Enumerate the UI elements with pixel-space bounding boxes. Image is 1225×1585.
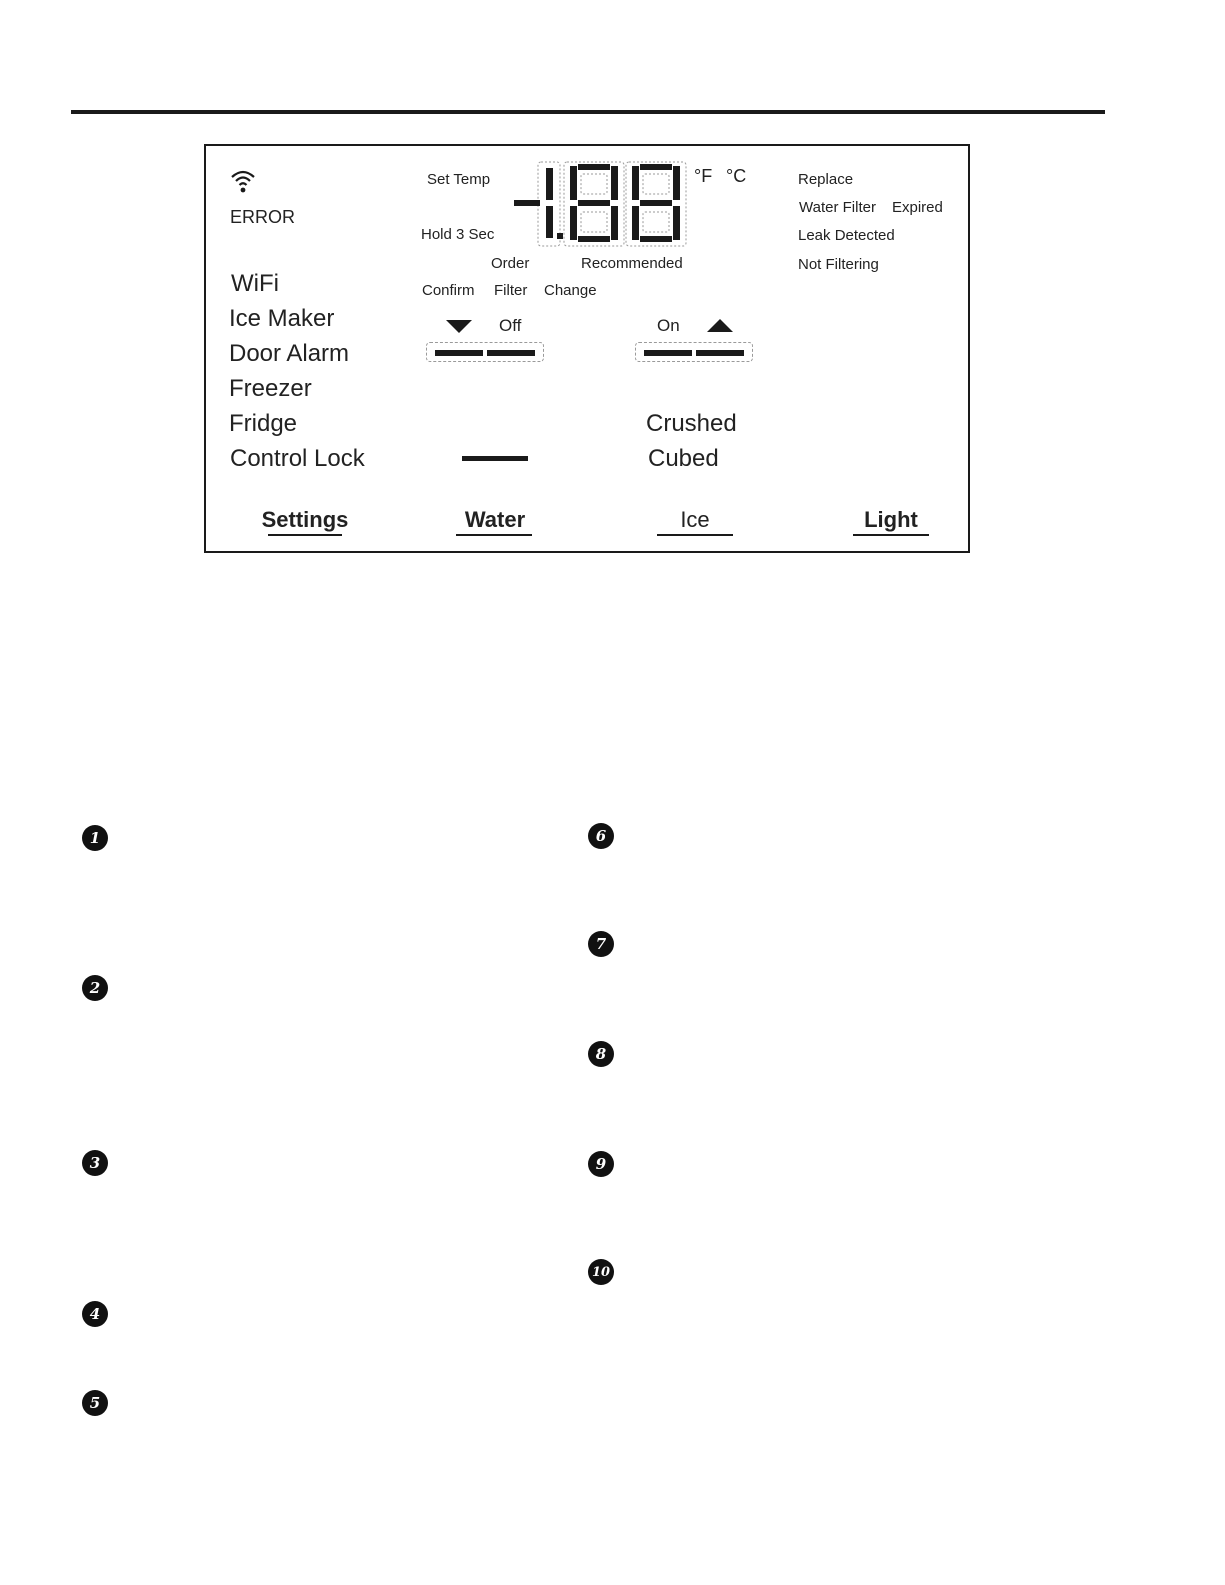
- callout-1: 1: [82, 825, 108, 851]
- settings-button[interactable]: Settings: [261, 507, 349, 532]
- error-label: ERROR: [230, 207, 296, 227]
- temperature-display: [506, 160, 692, 250]
- off-label: Off: [499, 316, 522, 335]
- ice-option-cubed: Cubed: [648, 445, 719, 472]
- callout-4: 4: [82, 1301, 108, 1327]
- water-filter-label: Water Filter: [799, 199, 876, 216]
- menu-item-fridge[interactable]: Fridge: [229, 410, 298, 437]
- callout-2: 2: [82, 975, 108, 1001]
- callout-9: 9: [588, 1151, 614, 1177]
- confirm-label: Confirm: [422, 282, 475, 299]
- top-rule: [71, 110, 1105, 114]
- control-panel: [204, 144, 970, 553]
- callout-6: 6: [588, 823, 614, 849]
- replace-label: Replace: [798, 171, 854, 188]
- ice-button[interactable]: Ice: [680, 507, 710, 532]
- callout-8: 8: [588, 1041, 614, 1067]
- light-underline: [853, 534, 929, 536]
- callout-3: 3: [82, 1150, 108, 1176]
- menu-item-control-lock[interactable]: Control Lock: [230, 445, 365, 472]
- ice-option-crushed: Crushed: [646, 410, 737, 437]
- callout-10: 10: [588, 1259, 614, 1285]
- ice-underline: [657, 534, 733, 536]
- callout-7: 7: [588, 931, 614, 957]
- callout-5: 5: [82, 1390, 108, 1416]
- water-indicator-bar: [462, 456, 528, 461]
- settings-underline: [268, 534, 342, 536]
- not-filtering-label: Not Filtering: [798, 256, 879, 273]
- on-label: On: [657, 316, 680, 335]
- menu-item-door-alarm[interactable]: Door Alarm: [229, 340, 350, 367]
- unit-fahrenheit[interactable]: °F: [694, 166, 713, 186]
- unit-celsius[interactable]: °C: [726, 166, 747, 186]
- down-arrow-icon[interactable]: [446, 320, 472, 333]
- water-underline: [456, 534, 532, 536]
- set-temp-label: Set Temp: [427, 171, 491, 188]
- up-arrow-icon[interactable]: [707, 319, 733, 332]
- hold-label: Hold 3 Sec: [421, 226, 495, 243]
- change-label: Change: [544, 282, 597, 299]
- order-label: Order: [491, 255, 530, 272]
- leak-detected-label: Leak Detected: [798, 227, 895, 244]
- expired-label: Expired: [892, 199, 943, 216]
- filter-label: Filter: [494, 282, 528, 299]
- recommended-label: Recommended: [581, 255, 683, 272]
- up-button[interactable]: [635, 342, 753, 362]
- water-button[interactable]: Water: [464, 507, 526, 532]
- menu-item-ice-maker[interactable]: Ice Maker: [229, 305, 335, 332]
- wifi-icon: [230, 168, 256, 194]
- menu-item-freezer[interactable]: Freezer: [229, 375, 312, 402]
- menu-item-wifi[interactable]: WiFi: [231, 270, 279, 297]
- light-button[interactable]: Light: [864, 507, 918, 532]
- down-button[interactable]: [426, 342, 544, 362]
